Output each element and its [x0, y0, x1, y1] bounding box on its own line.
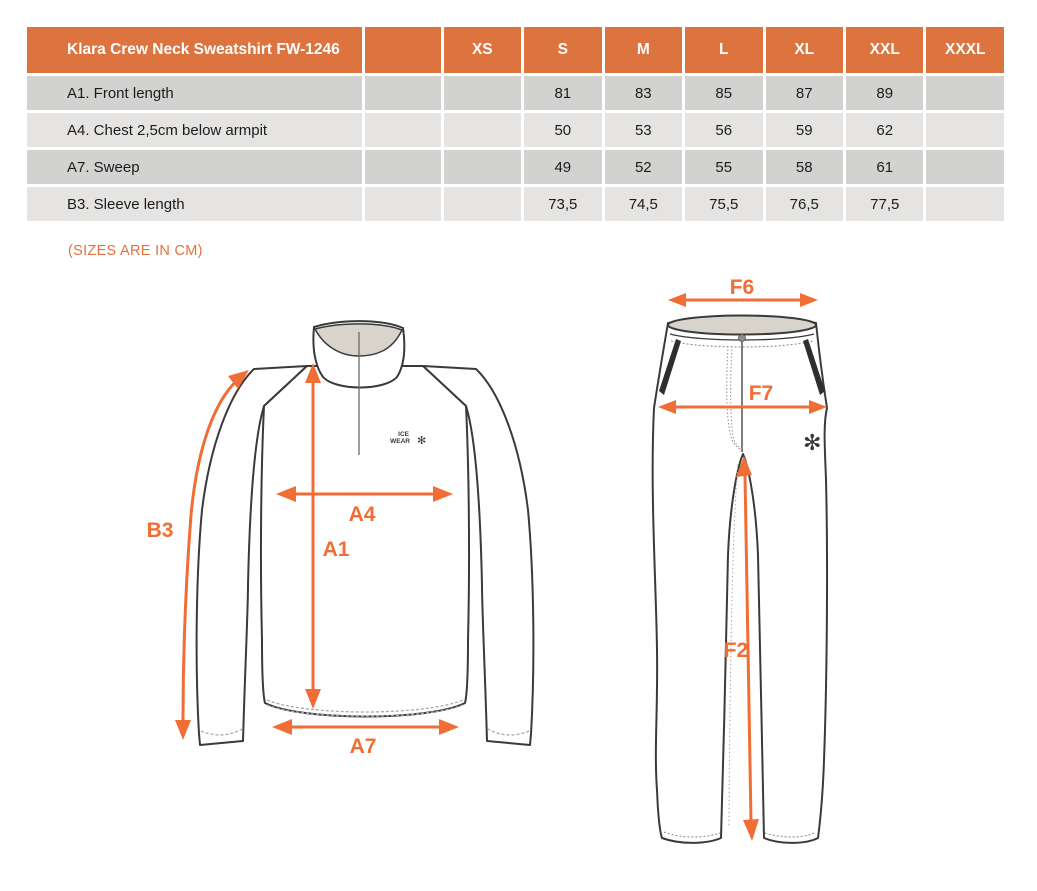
- value-cell: 52: [605, 150, 682, 184]
- waist-button: [739, 335, 746, 342]
- logo-text-line1: ICE: [398, 431, 409, 438]
- f6-label: F6: [729, 276, 755, 299]
- value-cell: [444, 76, 521, 110]
- a7-label: A7: [349, 735, 377, 758]
- measurement-label: A1. Front length: [27, 76, 362, 110]
- b3-label: B3: [146, 519, 174, 542]
- a7-arrowhead-right: [439, 719, 459, 735]
- value-cell: [444, 150, 521, 184]
- snowflake-icon: ✻: [417, 435, 427, 447]
- spacer-cell: [365, 113, 440, 147]
- value-cell: 81: [524, 76, 601, 110]
- value-cell: 56: [685, 113, 762, 147]
- f2-arrowhead-bottom: [743, 819, 759, 841]
- value-cell: 49: [524, 150, 601, 184]
- value-cell: [444, 187, 521, 221]
- table-header-row: [27, 27, 1004, 73]
- f7-label: F7: [748, 382, 774, 405]
- table-row-sweep: [27, 150, 1004, 184]
- spacer-cell: [365, 76, 440, 110]
- value-cell: 55: [685, 150, 762, 184]
- a7-arrowhead-left: [272, 719, 292, 735]
- size-header-xl: XL: [766, 27, 843, 73]
- f2-label: F2: [723, 639, 749, 662]
- value-cell: 74,5: [605, 187, 682, 221]
- spacer-cell: [365, 187, 440, 221]
- snowflake-icon: ✻: [803, 430, 822, 455]
- value-cell: 58: [766, 150, 843, 184]
- value-cell: 53: [605, 113, 682, 147]
- size-header-l: L: [685, 27, 762, 73]
- size-table: [24, 24, 1007, 224]
- size-header-xs: XS: [444, 27, 521, 73]
- sweatshirt-body: [261, 366, 469, 717]
- value-cell: [926, 150, 1004, 184]
- value-cell: [926, 76, 1004, 110]
- pants-body: [653, 319, 827, 843]
- value-cell: 62: [846, 113, 923, 147]
- a1-label: A1: [322, 538, 350, 561]
- size-header-xxxl: XXXL: [926, 27, 1004, 73]
- measurement-label: B3. Sleeve length: [27, 187, 362, 221]
- value-cell: 85: [685, 76, 762, 110]
- logo-text-line2: WEAR: [390, 438, 410, 445]
- value-cell: 87: [766, 76, 843, 110]
- value-cell: [444, 113, 521, 147]
- waistband-opening: [668, 316, 816, 335]
- pants-measurement-diagram: [625, 275, 895, 875]
- measurement-label: A4. Chest 2,5cm below armpit: [27, 113, 362, 147]
- size-header-s: S: [524, 27, 601, 73]
- product-title: Klara Crew Neck Sweatshirt FW-1246: [27, 27, 362, 73]
- value-cell: [926, 187, 1004, 221]
- a4-label: A4: [348, 503, 376, 526]
- spacer-cell: [365, 150, 440, 184]
- f6-arrowhead-left: [668, 293, 686, 307]
- units-note: (SIZES ARE IN CM): [68, 243, 203, 259]
- table-row-sleeve-length: [27, 187, 1004, 221]
- measurement-label: A7. Sweep: [27, 150, 362, 184]
- size-header-m: M: [605, 27, 682, 73]
- sweatshirt-measurement-diagram: [130, 290, 570, 770]
- value-cell: [926, 113, 1004, 147]
- header-spacer-cell: [365, 27, 440, 73]
- value-cell: 59: [766, 113, 843, 147]
- size-header-xxl: XXL: [846, 27, 923, 73]
- value-cell: 76,5: [766, 187, 843, 221]
- f6-arrowhead-right: [800, 293, 818, 307]
- value-cell: 73,5: [524, 187, 601, 221]
- value-cell: 61: [846, 150, 923, 184]
- value-cell: 75,5: [685, 187, 762, 221]
- table-row-chest: [27, 113, 1004, 147]
- b3-arrowhead-bottom: [175, 720, 191, 740]
- value-cell: 50: [524, 113, 601, 147]
- value-cell: 83: [605, 76, 682, 110]
- table-row-front-length: [27, 76, 1004, 110]
- value-cell: 77,5: [846, 187, 923, 221]
- value-cell: 89: [846, 76, 923, 110]
